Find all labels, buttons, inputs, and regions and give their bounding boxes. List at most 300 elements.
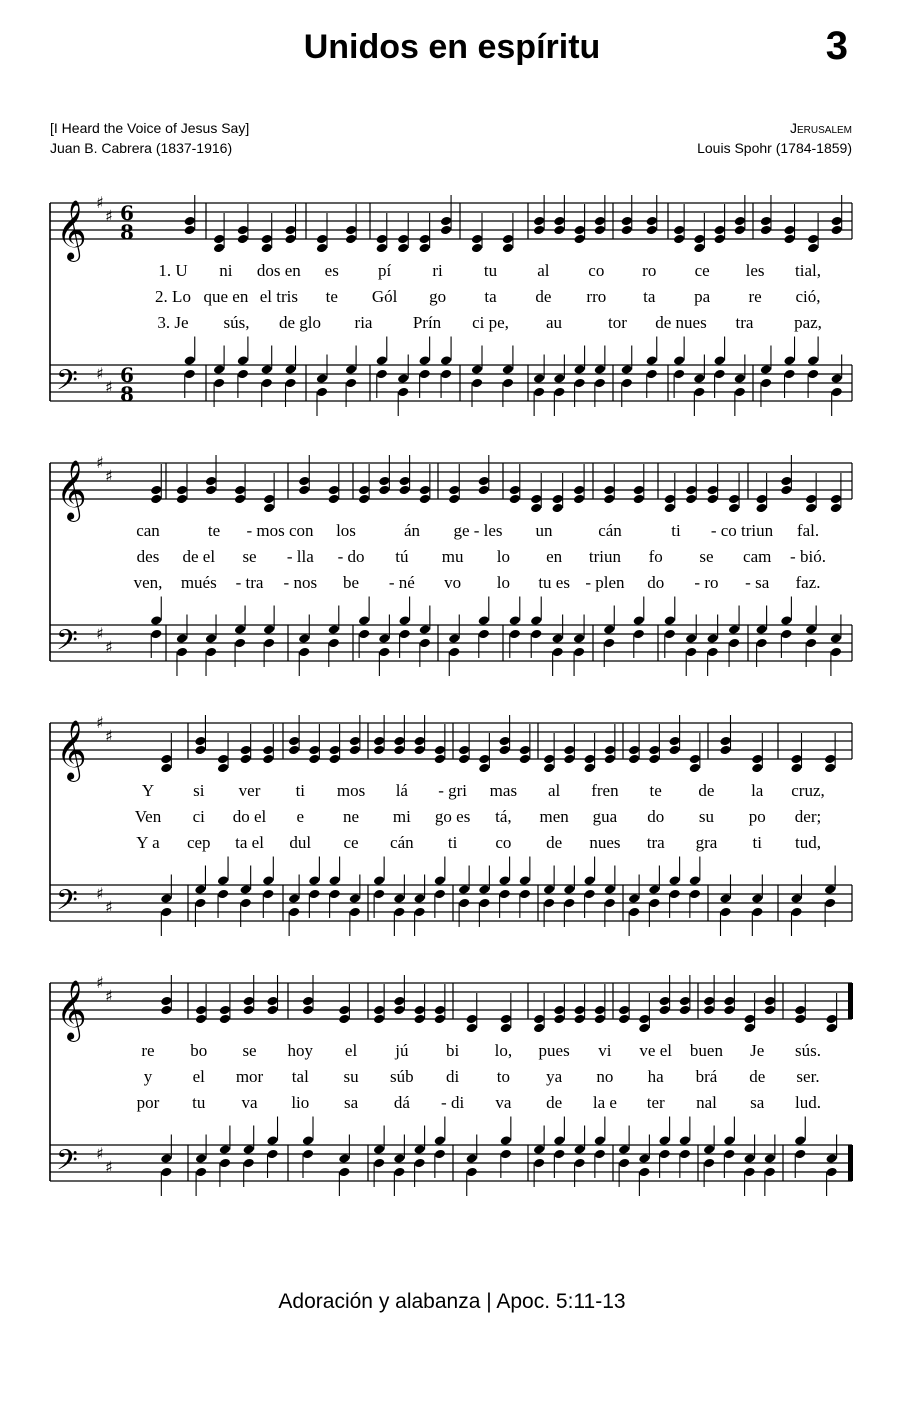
notehead: [689, 763, 701, 774]
notehead: [638, 1167, 650, 1178]
notehead: [266, 1135, 278, 1146]
notehead: [519, 754, 531, 765]
notehead: [604, 754, 616, 765]
notehead: [284, 378, 296, 389]
notehead: [679, 1149, 691, 1160]
lyric-syllable: - di: [441, 1093, 465, 1112]
notehead: [378, 647, 390, 658]
notehead: [263, 624, 275, 635]
lyric-syllable: tu: [192, 1093, 206, 1112]
notehead: [713, 355, 725, 366]
notehead: [713, 225, 725, 236]
notehead: [345, 234, 357, 245]
notehead: [184, 216, 196, 227]
lyric-syllable: ve el: [639, 1041, 672, 1060]
notehead: [723, 1005, 735, 1016]
notehead: [723, 996, 735, 1007]
notehead: [160, 996, 172, 1007]
notehead: [316, 373, 328, 384]
notehead: [302, 996, 314, 1007]
notehead: [376, 243, 388, 254]
notehead: [219, 1005, 231, 1016]
notehead: [573, 1144, 585, 1155]
notehead: [563, 884, 575, 895]
notehead: [466, 1023, 478, 1034]
notehead: [466, 1167, 478, 1178]
lyric-syllable: triun: [588, 547, 621, 566]
notehead: [664, 503, 676, 514]
lyric-syllable: dul: [289, 833, 312, 852]
notehead: [573, 485, 585, 496]
lyric-syllable: vi: [598, 1041, 612, 1060]
lyric-syllable: bo: [190, 1041, 208, 1060]
notehead: [239, 754, 251, 765]
lyric-syllable: go es: [434, 807, 471, 826]
notehead: [685, 494, 697, 505]
notehead: [413, 1158, 425, 1169]
lyrics-verse-2: [48, 807, 852, 831]
notehead: [349, 907, 361, 918]
lyric-syllable: se: [242, 1041, 257, 1060]
lyric-syllable: lá: [395, 781, 408, 800]
notehead: [398, 476, 410, 487]
lyric-syllable: án: [403, 521, 421, 540]
notehead: [376, 355, 388, 366]
notehead: [790, 754, 802, 765]
notehead: [288, 745, 300, 756]
lyric-syllable: ti: [752, 833, 762, 852]
notehead: [302, 1149, 314, 1160]
notehead: [195, 1153, 207, 1164]
notehead: [668, 736, 680, 747]
notehead: [685, 647, 697, 658]
notehead: [419, 494, 431, 505]
sharp-icon: ♯: [96, 884, 104, 903]
notehead: [308, 745, 320, 756]
notehead: [434, 889, 446, 900]
lyrics-verse-1: [48, 521, 852, 545]
notehead: [500, 1023, 512, 1034]
notehead: [646, 369, 658, 380]
notehead: [533, 225, 545, 236]
lyric-syllable: sús.: [795, 1041, 821, 1060]
lyric-syllable: lio: [291, 1093, 310, 1112]
notehead: [618, 1144, 630, 1155]
time-signature-bottom: 8: [120, 382, 134, 406]
notehead: [195, 1014, 207, 1025]
notehead: [638, 1023, 650, 1034]
notehead: [519, 745, 531, 756]
lyrics-verse-1: [48, 1041, 852, 1065]
notehead: [509, 615, 521, 626]
notehead: [373, 1144, 385, 1155]
lyric-syllable: cam: [743, 547, 772, 566]
notehead: [358, 629, 370, 640]
treble-clef-icon: 𝄞: [56, 200, 87, 260]
notehead: [658, 1149, 670, 1160]
final-barline: [848, 983, 853, 1019]
notehead: [393, 736, 405, 747]
notehead: [448, 647, 460, 658]
notehead: [308, 889, 320, 900]
notehead: [743, 1014, 755, 1025]
lyric-syllable: ter: [646, 1093, 665, 1112]
notehead: [378, 476, 390, 487]
notehead: [783, 234, 795, 245]
sharp-icon: ♯: [96, 453, 104, 472]
lyric-syllable: do: [647, 807, 665, 826]
notehead: [419, 638, 431, 649]
notehead: [261, 378, 273, 389]
lyric-syllable: - lla: [286, 547, 314, 566]
notehead: [583, 763, 595, 774]
lyrics-verse-1: [48, 781, 852, 805]
notehead: [243, 1144, 255, 1155]
notehead: [563, 754, 575, 765]
lyric-syllable: ni: [219, 261, 233, 280]
notehead: [825, 1167, 837, 1178]
notehead: [413, 1014, 425, 1025]
notehead: [573, 1014, 585, 1025]
bass-staff: [50, 885, 852, 921]
lyric-syllable: va: [241, 1093, 258, 1112]
notehead: [448, 633, 460, 644]
bass-clef-icon: 𝄢: [56, 1144, 78, 1184]
time-signature-top: 6: [120, 201, 134, 225]
notehead: [302, 1135, 314, 1146]
notehead: [755, 638, 767, 649]
notehead: [219, 1158, 231, 1169]
notehead: [434, 1135, 446, 1146]
notehead: [393, 1005, 405, 1016]
notehead: [553, 216, 565, 227]
notehead: [693, 373, 705, 384]
notehead: [345, 378, 357, 389]
notehead: [237, 225, 249, 236]
notehead: [646, 225, 658, 236]
lyric-syllable: co: [588, 261, 605, 280]
notehead: [743, 1153, 755, 1164]
notehead: [284, 225, 296, 236]
lyric-syllable: do: [647, 573, 665, 592]
bass-clef-icon: 𝄢: [56, 364, 78, 404]
notehead: [794, 1149, 806, 1160]
notehead: [266, 1149, 278, 1160]
lyric-syllable: fo: [648, 547, 663, 566]
notehead: [573, 1158, 585, 1169]
lyric-syllable: de: [535, 287, 552, 306]
notehead: [679, 1135, 691, 1146]
notehead: [673, 355, 685, 366]
notehead: [413, 893, 425, 904]
lyric-syllable: ri: [432, 261, 443, 280]
lyric-syllable: ge - les: [453, 521, 503, 540]
notehead: [176, 633, 188, 644]
notehead: [533, 1158, 545, 1169]
notehead: [160, 907, 172, 918]
notehead: [755, 494, 767, 505]
lyric-syllable: Gól: [371, 287, 398, 306]
notehead: [184, 225, 196, 236]
notehead: [685, 485, 697, 496]
notehead: [502, 234, 514, 245]
notehead: [478, 884, 490, 895]
notehead: [751, 754, 763, 765]
lyric-syllable: co: [495, 833, 512, 852]
lyric-syllable: cán: [390, 833, 414, 852]
notehead: [728, 638, 740, 649]
notehead: [830, 373, 842, 384]
notehead: [194, 884, 206, 895]
notehead: [830, 216, 842, 227]
lyric-syllable: - nos: [283, 573, 318, 592]
notehead: [502, 378, 514, 389]
notehead: [160, 754, 172, 765]
lyric-syllable: tud,: [795, 833, 821, 852]
lyrics-verse-3: [48, 313, 852, 337]
lyrics-verse-3: [48, 1093, 852, 1117]
notehead: [217, 754, 229, 765]
notehead: [358, 485, 370, 496]
notehead: [794, 1135, 806, 1146]
lyric-syllable: ció,: [795, 287, 821, 306]
notehead: [755, 503, 767, 514]
notehead: [262, 754, 274, 765]
scripture-reference: Adoración y alabanza | Apoc. 5:11-13: [278, 1290, 626, 1313]
notehead: [530, 494, 542, 505]
notehead: [413, 1144, 425, 1155]
lyric-syllable: mas: [489, 781, 518, 800]
notehead: [373, 889, 385, 900]
notehead: [434, 1014, 446, 1025]
lyric-syllable: su: [343, 1067, 359, 1086]
notehead: [316, 243, 328, 254]
lyric-syllable: - tra: [235, 573, 264, 592]
notehead: [195, 1167, 207, 1178]
lyric-syllable: re: [748, 287, 762, 306]
notehead: [583, 875, 595, 886]
notehead: [760, 364, 772, 375]
notehead: [553, 1135, 565, 1146]
notehead: [533, 216, 545, 227]
notehead: [573, 647, 585, 658]
notehead: [302, 1005, 314, 1016]
music-system: [48, 965, 852, 1205]
notehead: [393, 1167, 405, 1178]
notehead: [633, 485, 645, 496]
notehead: [794, 1014, 806, 1025]
notehead: [825, 1014, 837, 1025]
lyric-syllable: de: [749, 1067, 766, 1086]
notehead: [807, 234, 819, 245]
notehead: [533, 1144, 545, 1155]
treble-clef-icon: 𝄞: [56, 980, 87, 1040]
notehead: [398, 615, 410, 626]
notehead: [830, 225, 842, 236]
notehead: [790, 893, 802, 904]
lyric-syllable: ce: [694, 261, 710, 280]
lyrics-verse-2: [48, 287, 852, 311]
notehead: [261, 364, 273, 375]
notehead: [551, 647, 563, 658]
notehead: [397, 243, 409, 254]
notehead: [604, 884, 616, 895]
lyric-syllable: di: [445, 1067, 460, 1086]
lyrics-verse-3: [48, 573, 852, 597]
notehead: [458, 898, 470, 909]
notehead: [205, 633, 217, 644]
lyric-syllable: hoy: [287, 1041, 314, 1060]
notehead: [685, 633, 697, 644]
credits-left: [50, 118, 249, 158]
notehead: [150, 485, 162, 496]
notehead: [628, 907, 640, 918]
notehead: [440, 225, 452, 236]
notehead: [689, 754, 701, 765]
notehead: [713, 369, 725, 380]
notehead: [824, 763, 836, 774]
bass-staff: [50, 365, 852, 401]
notehead: [825, 1023, 837, 1034]
notehead: [825, 1153, 837, 1164]
treble-clef-icon: 𝄞: [56, 460, 87, 520]
notehead: [648, 884, 660, 895]
notehead: [618, 1005, 630, 1016]
notehead: [719, 893, 731, 904]
sharp-icon: ♯: [105, 726, 113, 746]
notehead: [418, 355, 430, 366]
notehead: [689, 875, 701, 886]
notehead: [594, 1149, 606, 1160]
notehead: [413, 907, 425, 918]
notehead: [621, 216, 633, 227]
lyric-syllable: ti: [671, 521, 681, 540]
notehead: [263, 638, 275, 649]
treble-clef-icon: 𝄞: [56, 720, 87, 780]
notehead: [500, 1149, 512, 1160]
lyric-syllable: de nues: [655, 313, 707, 332]
notehead: [807, 355, 819, 366]
lyric-syllable: nal: [696, 1093, 717, 1112]
notehead: [349, 745, 361, 756]
lyric-syllable: tra: [646, 833, 665, 852]
notehead: [533, 1023, 545, 1034]
notehead: [213, 378, 225, 389]
lyric-syllable: se: [242, 547, 257, 566]
notehead: [830, 387, 842, 398]
notehead: [243, 1158, 255, 1169]
notehead: [316, 387, 328, 398]
lyric-syllable: re: [141, 1041, 155, 1060]
hymn-title: Unidos en espíritu: [303, 28, 601, 66]
lyric-syllable: - mos con: [246, 521, 314, 540]
lyric-syllable: paz,: [794, 313, 822, 332]
notehead: [239, 898, 251, 909]
lyric-syllable: ria: [354, 313, 373, 332]
notehead: [498, 736, 510, 747]
text-author: Juan B. Cabrera (1837-1916): [50, 140, 233, 156]
notehead: [563, 898, 575, 909]
lyric-syllable: al: [537, 261, 550, 280]
sharp-icon: ♯: [96, 624, 104, 643]
lyric-syllable: mi: [392, 807, 411, 826]
notehead: [266, 996, 278, 1007]
lyric-syllable: ta: [484, 287, 497, 306]
lyric-syllable: - plen: [585, 573, 625, 592]
lyric-syllable: - do: [337, 547, 365, 566]
notehead: [543, 763, 555, 774]
notehead: [288, 736, 300, 747]
notehead: [603, 624, 615, 635]
notehead: [646, 355, 658, 366]
notehead: [440, 369, 452, 380]
notehead: [543, 898, 555, 909]
notehead: [633, 494, 645, 505]
notehead: [646, 216, 658, 227]
lyric-syllable: mu: [441, 547, 464, 566]
notehead: [160, 763, 172, 774]
notehead: [160, 893, 172, 904]
notehead: [397, 373, 409, 384]
lyric-syllable: tial,: [795, 261, 821, 280]
notehead: [734, 373, 746, 384]
notehead: [328, 624, 340, 635]
lyric-syllable: des: [136, 547, 160, 566]
lyric-syllable: te: [325, 287, 338, 306]
notehead: [478, 763, 490, 774]
notehead: [824, 898, 836, 909]
notehead: [373, 745, 385, 756]
notehead: [706, 647, 718, 658]
lyric-syllable: to: [496, 1067, 510, 1086]
notehead: [553, 373, 565, 384]
lyric-syllable: de: [546, 1093, 563, 1112]
notehead: [594, 1005, 606, 1016]
notehead: [780, 485, 792, 496]
notehead: [668, 745, 680, 756]
notehead: [658, 1005, 670, 1016]
notehead: [719, 736, 731, 747]
notehead: [316, 234, 328, 245]
credits-right: [697, 118, 852, 158]
notehead: [338, 1005, 350, 1016]
notehead: [298, 485, 310, 496]
notehead: [543, 754, 555, 765]
lyric-syllable: 1. U: [158, 261, 188, 280]
notehead: [693, 243, 705, 254]
lyric-syllable: - ro: [694, 573, 719, 592]
lyric-syllable: men: [539, 807, 569, 826]
notehead: [378, 485, 390, 496]
lyric-syllable: al: [548, 781, 561, 800]
lyric-syllable: gra: [695, 833, 718, 852]
notehead: [551, 494, 563, 505]
lyric-syllable: pues: [538, 1041, 570, 1060]
notehead: [633, 615, 645, 626]
notehead: [533, 1014, 545, 1025]
notehead: [176, 647, 188, 658]
notehead: [243, 996, 255, 1007]
lyric-syllable: el: [344, 1041, 358, 1060]
notehead: [783, 369, 795, 380]
notehead: [794, 1005, 806, 1016]
lyric-syllable: el: [192, 1067, 205, 1086]
notehead: [194, 736, 206, 747]
lyric-syllable: au: [545, 313, 563, 332]
notehead: [824, 754, 836, 765]
notehead: [397, 234, 409, 245]
notehead: [679, 996, 691, 1007]
